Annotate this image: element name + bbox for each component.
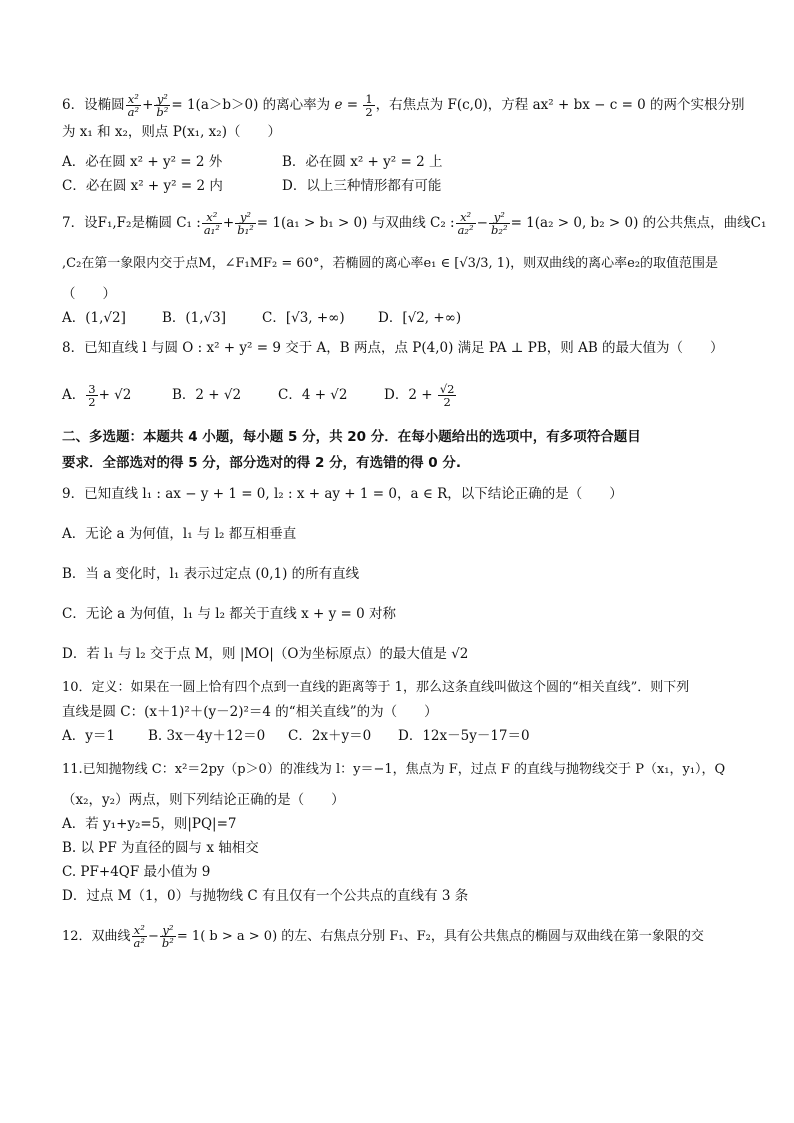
q6-line-1 [62, 88, 752, 122]
option-b: B．(1,√3] [162, 310, 227, 326]
option-d [384, 378, 457, 412]
question-11 [62, 760, 752, 906]
section-heading-line-2: 要求．全部选对的得 5 分，部分选对的得 2 分，有选错的得 0 分. [62, 455, 462, 471]
numerator: 1 [365, 92, 373, 106]
q6-line-2: 为 x₁ 和 x₂，则点 P(x₁, x₂)（ ） [62, 124, 281, 140]
denominator: b₂² [490, 223, 508, 237]
q8-options [62, 378, 752, 412]
denominator: a₁² [203, 223, 220, 237]
q10-line-2: 直线是圆 C：(x＋1)²＋(y－2)²＝4 的“相关直线”的为（ ） [62, 704, 438, 720]
option-a: A．(1,√2] [62, 310, 126, 326]
q6-e-label: e = [334, 97, 359, 113]
option-b: B．必在圆 x² + y² = 2 上 [282, 154, 443, 170]
option-label: A． [62, 387, 86, 403]
q6-text: 6．设椭圆 [62, 97, 125, 113]
option-a: A．y＝1 [62, 728, 115, 744]
fraction [456, 211, 476, 236]
q7-text: = 1(a₁ > b₁ > 0) 与双曲线 C₂ : [256, 215, 455, 231]
q7-line-1: 7．设F₁,F₂是椭圆 C₁ : $\frac{\text{x²}}{\text{a₁²}}$ + $\frac{\text{y²}}{\text{b₁²}}$ = 1(a₁ > b₁ > 0) 与双曲线 C₂ : $\frac{\text{x²}}{\text{a₂²}}$ − $\frac{\text{y²}}{\text{b₂²}}$ = 1(a₂ > 0, b₂ > 0) 的公共焦点，曲线C₁ [62, 210, 767, 237]
q12-text: 12．双曲线 [62, 929, 131, 944]
plus-sign: + [142, 97, 154, 113]
q7-text: = 1(a₂ > 0, b₂ > 0) 的公共焦点，曲线C₁ [510, 215, 767, 231]
denominator: a² [127, 105, 140, 119]
numerator: y² [154, 93, 170, 106]
q11-line-1: 11.已知抛物线 C：x²＝2py（p＞0）的准线为 l：y＝−1，焦点为 F，过点 F 的直线与抛物线交于 P（x₁，y₁），Q [62, 762, 726, 777]
denominator: b² [161, 936, 174, 950]
option-a: A．无论 a 为何值，l₁ 与 l₂ 都互相垂直 [62, 526, 297, 542]
q7-line-3: （ ） [62, 286, 116, 302]
option-d: D．若 l₁ 与 l₂ 交于点 M，则 |MO|（O为坐标原点）的最大值是 √2 [62, 646, 469, 662]
q7-line-2: ,C₂在第一象限内交于点M，∠F₁MF₂ = 60°，若椭圆的离心率e₁ ∈ [√3/3, 1)，则双曲线的离心率e₂的取值范围是 [62, 256, 719, 271]
fraction [86, 383, 97, 408]
q7-text: 7．设F₁,F₂是椭圆 C₁ : [62, 215, 201, 231]
option-b: B. 3x－4y＋12＝0 [148, 728, 266, 744]
option-c: C．4 + √2 [278, 387, 348, 403]
option-d: D．12x－5y－17＝0 [398, 728, 530, 744]
denominator: b² [156, 105, 169, 119]
question-6 [62, 88, 752, 196]
option-c: C．无论 a 为何值，l₁ 与 l₂ 都关于直线 x + y = 0 对称 [62, 606, 396, 622]
section-heading-multiple-choice [62, 426, 752, 474]
denominator: 2 [88, 395, 96, 409]
denominator: a² [133, 936, 146, 950]
option-c: C. PF+4QF 最小值为 9 [62, 864, 211, 880]
question-12 [62, 920, 752, 954]
q7-options [62, 308, 752, 328]
numerator: y² [235, 211, 256, 224]
numerator: √2 [439, 382, 455, 396]
q10-line-1: 10．定义：如果在一圆上恰有四个点到一直线的距离等于 1，那么这条直线叫做这个圆的“相关直线”．则下列 [62, 680, 690, 695]
option-d: D．[√2, +∞) [378, 310, 462, 326]
fraction [202, 211, 222, 236]
option-a [62, 378, 172, 412]
fraction [235, 211, 256, 236]
option-b: B．当 a 变化时，l₁ 表示过定点 (0,1) 的所有直线 [62, 566, 360, 582]
q6-options-row-2 [62, 176, 752, 196]
option-b: B．2 + √2 [172, 387, 242, 403]
numerator: x² [126, 93, 141, 106]
fraction [489, 211, 510, 236]
option-c: C．2x＋y＝0 [288, 728, 372, 744]
section-heading-line-1: 二、多选题：本题共 4 小题，每小题 5 分，共 20 分．在每小题给出的选项中，有多项符合题目 [62, 429, 641, 445]
numerator: x² [132, 924, 147, 937]
exam-page [62, 88, 767, 954]
fraction [160, 924, 176, 949]
question-10 [62, 678, 752, 746]
fraction [132, 924, 147, 949]
fraction [154, 93, 170, 118]
question-9 [62, 484, 752, 664]
option-c: C．[√3, +∞) [262, 310, 345, 326]
denominator: a₂² [457, 223, 474, 237]
option-d: D．以上三种情形都有可能 [282, 178, 442, 194]
fraction [363, 93, 374, 118]
option-d: D．过点 M（1，0）与抛物线 C 有且仅有一个公共点的直线有 3 条 [62, 888, 469, 904]
fraction [126, 93, 141, 118]
option-a: A．若 y₁+y₂=5，则|PQ|=7 [62, 816, 237, 832]
q6-text: = 1(a＞b＞0) 的离心率为 [171, 97, 331, 113]
option-value: + √2 [98, 387, 132, 403]
q11-line-2: （x₂，y₂）两点，则下列结论正确的是（ ） [62, 792, 345, 808]
q8-line-1: 8．已知直线 l 与圆 O : x² + y² = 9 交于 A，B 两点，点 P(4,0) 满足 PA ⊥ PB，则 AB 的最大值为（ ） [62, 340, 724, 356]
numerator: y² [489, 211, 510, 224]
option-label: D．2 + [384, 387, 433, 403]
q12-text: = 1( b > a > 0) 的左、右焦点分别 F₁、F₂，具有公共焦点的椭圆与双曲线在第一象限的交 [176, 929, 704, 944]
numerator: y² [160, 924, 176, 937]
numerator: x² [456, 211, 476, 224]
denominator: 2 [365, 105, 373, 119]
option-a: A．必在圆 x² + y² = 2 外 [62, 154, 223, 170]
fraction [438, 383, 457, 408]
q6-text: ，右焦点为 F(c,0)，方程 ax² + bx − c = 0 的两个实根分别 [375, 97, 745, 113]
option-b: B. 以 PF 为直径的圆与 x 轴相交 [62, 840, 259, 856]
numerator: 3 [88, 382, 96, 396]
q10-options [62, 726, 752, 746]
q12-line-1: 12．双曲线 $\frac{\text{x²}}{\text{a²}}$ − $\frac{\text{y²}}{\text{b²}}$ = 1( b > a > 0) 的左、右焦点分别 F₁、F₂，具有公共焦点的椭圆与双曲线在第一象限的交 [62, 923, 704, 950]
denominator: b₁² [237, 223, 254, 237]
question-8 [62, 338, 752, 412]
numerator: x² [202, 211, 222, 224]
question-7 [62, 206, 767, 328]
q9-line-1: 9．已知直线 l₁ : ax − y + 1 = 0, l₂ : x + ay + 1 = 0，a ∈ R，以下结论正确的是（ ） [62, 486, 623, 502]
q6-options-row-1 [62, 152, 752, 172]
denominator: 2 [443, 395, 451, 409]
option-c: C．必在圆 x² + y² = 2 内 [62, 178, 223, 194]
